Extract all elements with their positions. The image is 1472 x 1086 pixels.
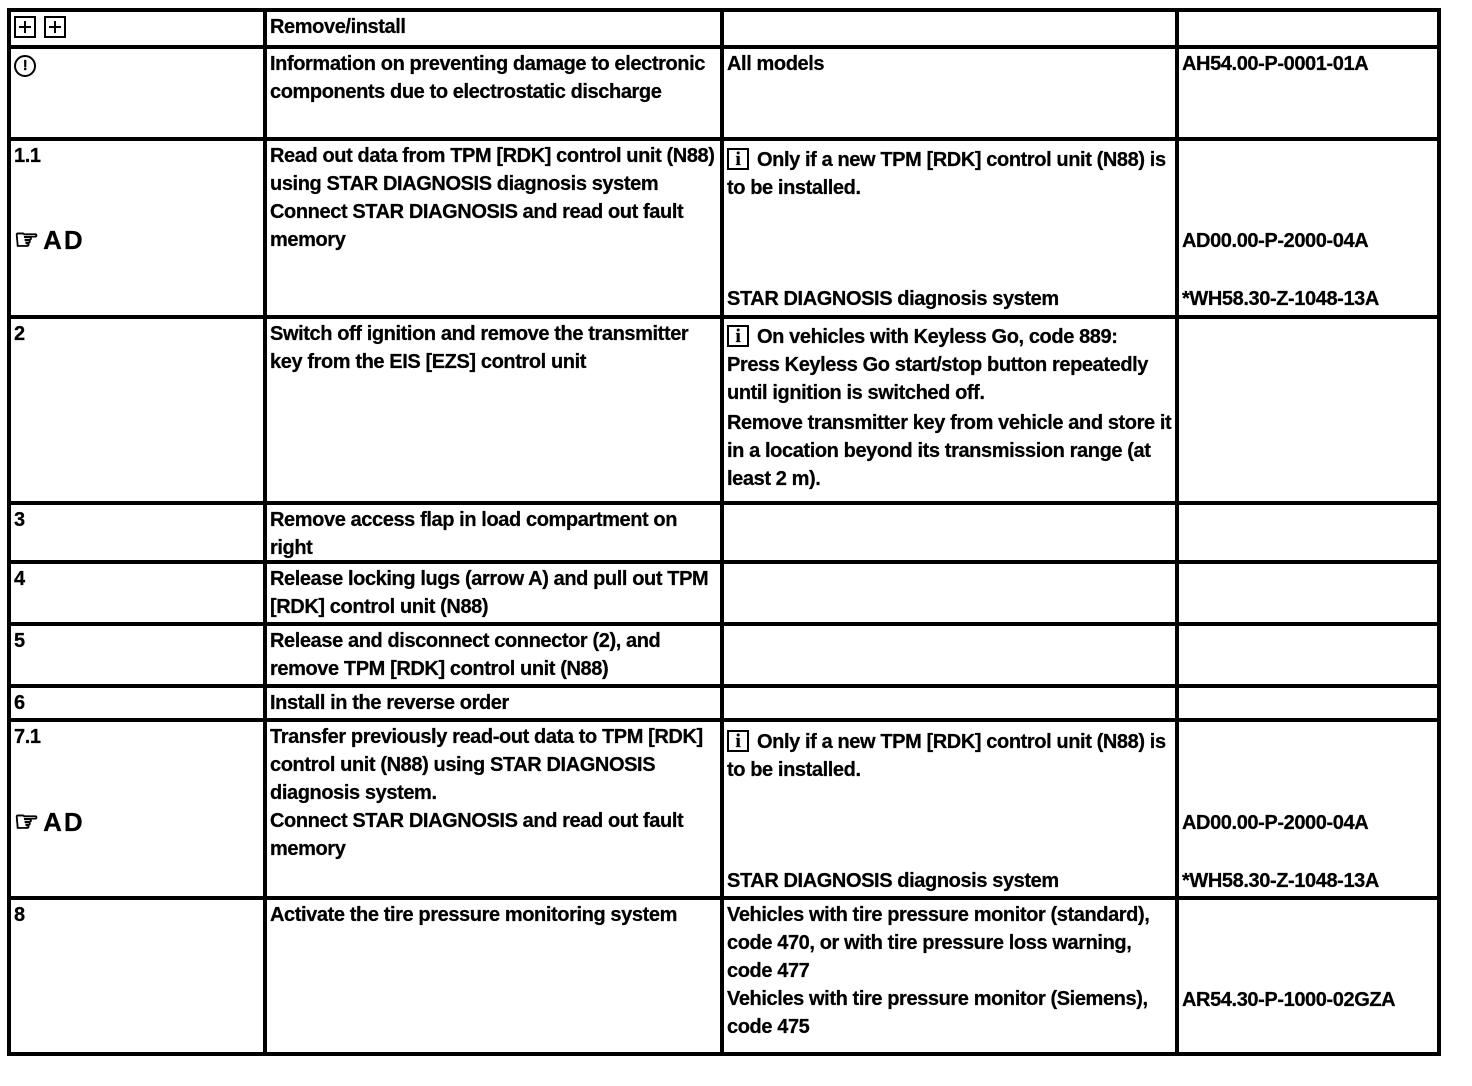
action-text: Connect STAR DIAGNOSIS and read out fault memory <box>270 810 684 860</box>
step-number: 1.1 <box>14 145 41 167</box>
step-number: 8 <box>14 904 25 926</box>
action-cell <box>267 505 720 560</box>
warning-circle-icon[interactable]: ! <box>14 55 36 77</box>
reference-link[interactable]: AH54.00-P-0001-01A <box>1182 53 1369 75</box>
step-number: 2 <box>14 323 25 345</box>
note-cell <box>724 319 1175 501</box>
step-cell <box>11 319 263 501</box>
action-text: Switch off ignition and remove the transmitter key from the EIS [EZS] control unit <box>270 323 689 373</box>
reference-link[interactable]: AD00.00-P-2000-04A <box>1182 812 1369 834</box>
ref-cell <box>1179 49 1437 137</box>
info-icon[interactable]: i <box>727 325 749 347</box>
action-cell <box>267 626 720 684</box>
expand-all-icon[interactable] <box>14 16 36 38</box>
step-cell <box>11 564 263 622</box>
step-cell <box>11 49 263 137</box>
action-text: Release locking lugs (arrow A) and pull out TPM [RDK] control unit (N88) <box>270 568 709 618</box>
header-title-cell <box>267 12 720 45</box>
note-cell <box>724 722 1175 896</box>
note-text: STAR DIAGNOSIS diagnosis system <box>727 870 1059 892</box>
note-text: STAR DIAGNOSIS diagnosis system <box>727 288 1059 310</box>
step-cell <box>11 505 263 560</box>
step-number: 7.1 <box>14 726 41 748</box>
ref-cell <box>1179 319 1437 501</box>
note-text: Remove transmitter key from vehicle and store it in a location beyond its transmission range (at least 2 m). <box>727 412 1172 490</box>
action-text: Activate the tire pressure monitoring system <box>270 904 677 926</box>
pointing-hand-icon: ☞ <box>14 224 42 255</box>
ref-cell <box>1179 626 1437 684</box>
ref-cell <box>1179 688 1437 718</box>
action-cell <box>267 900 720 1052</box>
table-title: Remove/install <box>270 16 406 38</box>
note-cell <box>724 688 1175 718</box>
action-cell <box>267 319 720 501</box>
reference-link[interactable]: AR54.30-P-1000-02GZA <box>1182 989 1396 1011</box>
action-text: Transfer previously read-out data to TPM [RDK] control unit (N88) using STAR DIAGNOSIS diagnosis system. <box>270 726 703 804</box>
step-number: 5 <box>14 630 25 652</box>
action-cell <box>267 688 720 718</box>
action-text: Release and disconnect connector (2), and remove TPM [RDK] control unit (N88) <box>270 630 661 680</box>
note-text: Only if a new TPM [RDK] control unit (N88) is to be installed. <box>727 149 1166 199</box>
action-cell <box>267 564 720 622</box>
note-cell <box>724 141 1175 315</box>
ad-link[interactable] <box>14 808 260 836</box>
procedure-table <box>7 8 1441 1056</box>
ad-link[interactable] <box>14 226 260 254</box>
action-text: Connect STAR DIAGNOSIS and read out fault memory <box>270 201 684 251</box>
ref-cell <box>1179 722 1437 896</box>
collapse-all-icon[interactable] <box>44 16 66 38</box>
note-text: All models <box>727 53 825 75</box>
note-cell <box>724 505 1175 560</box>
action-text: Install in the reverse order <box>270 692 509 714</box>
step-number: 4 <box>14 568 25 590</box>
action-cell <box>267 49 720 137</box>
step-number: 3 <box>14 509 25 531</box>
ad-label: AD <box>43 807 85 837</box>
action-cell <box>267 141 720 315</box>
note-cell <box>724 900 1175 1052</box>
info-icon[interactable]: i <box>727 730 749 752</box>
step-number: 6 <box>14 692 25 714</box>
action-text: Remove access flap in load compartment on right <box>270 509 678 559</box>
pointing-hand-icon: ☞ <box>14 806 42 837</box>
note-cell <box>724 564 1175 622</box>
reference-link[interactable]: AD00.00-P-2000-04A <box>1182 230 1369 252</box>
action-text: Information on preventing damage to electronic components due to electrostatic discharge <box>270 53 705 103</box>
ad-label: AD <box>43 225 85 255</box>
step-cell <box>11 141 263 315</box>
ref-cell <box>1179 141 1437 315</box>
step-cell <box>11 900 263 1052</box>
header-empty-cell <box>1179 12 1437 45</box>
action-cell <box>267 722 720 896</box>
reference-link[interactable]: *WH58.30-Z-1048-13A <box>1182 288 1379 310</box>
note-text: On vehicles with Keyless Go, code 889: Press Keyless Go start/stop button repeatedly until ignition is switched off. <box>727 326 1149 404</box>
action-text: Read out data from TPM [RDK] control unit (N88) using STAR DIAGNOSIS diagnosis system <box>270 145 715 195</box>
header-icons-cell <box>11 12 263 45</box>
info-icon[interactable]: i <box>727 148 749 170</box>
ref-cell <box>1179 505 1437 560</box>
note-cell <box>724 49 1175 137</box>
ref-cell <box>1179 900 1437 1052</box>
note-cell <box>724 626 1175 684</box>
ref-cell <box>1179 564 1437 622</box>
header-empty-cell <box>724 12 1175 45</box>
step-cell <box>11 722 263 896</box>
step-cell <box>11 626 263 684</box>
note-text: Vehicles with tire pressure monitor (standard), code 470, or with tire pressure loss warning, code 477 <box>727 904 1150 982</box>
step-cell <box>11 688 263 718</box>
reference-link[interactable]: *WH58.30-Z-1048-13A <box>1182 870 1379 892</box>
note-text: Vehicles with tire pressure monitor (Siemens), code 475 <box>727 988 1148 1038</box>
note-text: Only if a new TPM [RDK] control unit (N88) is to be installed. <box>727 731 1166 781</box>
